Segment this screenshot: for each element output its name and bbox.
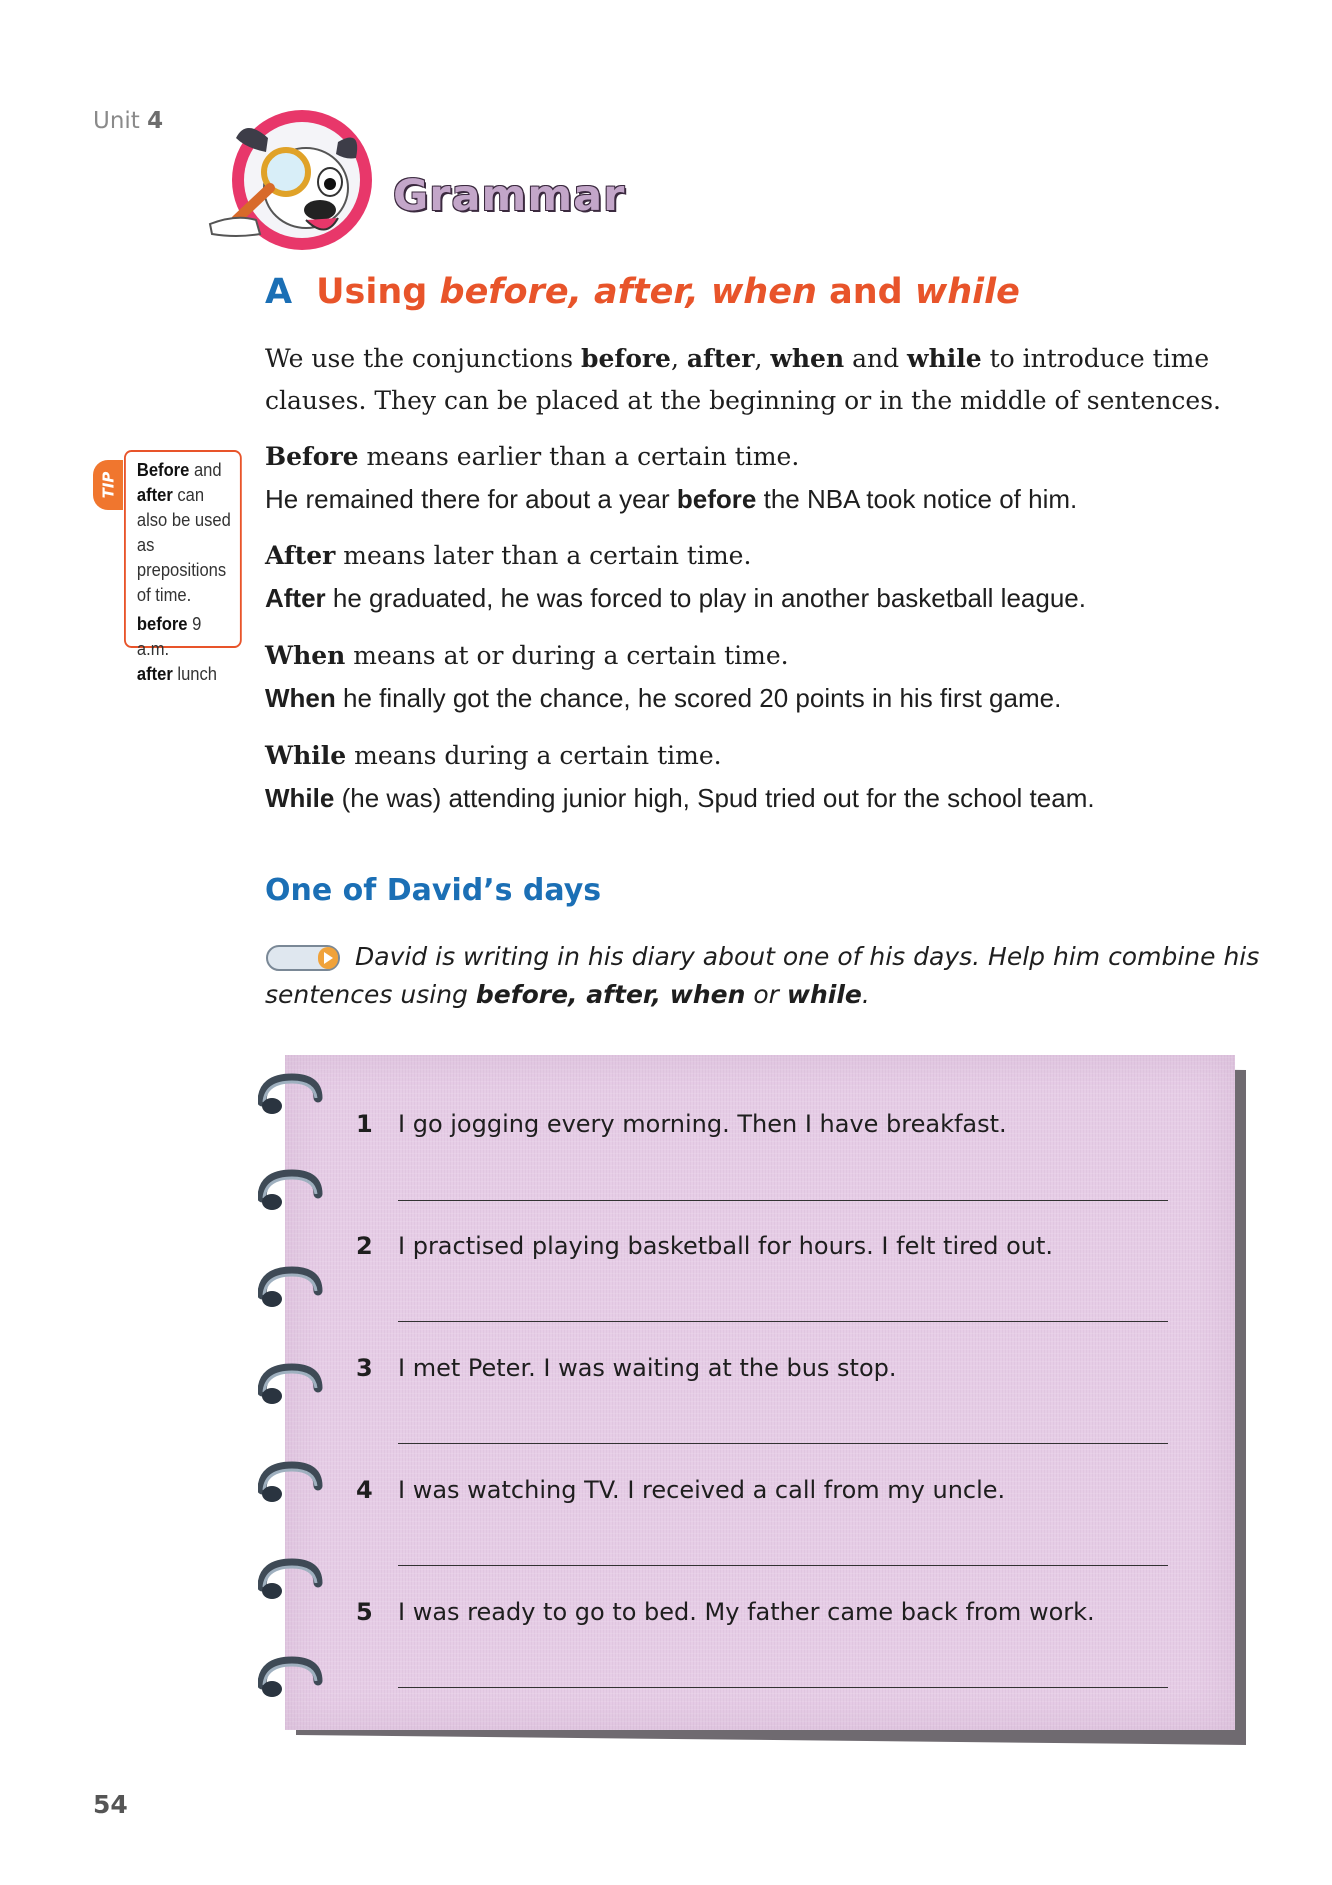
instruction-text: David is writing in his diary about one of his days. Help him combine his sentences using [265, 942, 1260, 1009]
definition-term: Before [265, 442, 359, 471]
tip-example-1 [137, 612, 235, 662]
intro-paragraph [265, 338, 1245, 422]
instruction-or: or [753, 980, 779, 1009]
exercise-text: I was ready to go to bed. My father came back from work. [398, 1598, 1095, 1626]
heading-term-2: while [914, 272, 1020, 312]
example-bold: before [676, 484, 757, 514]
exercise-number: 3 [356, 1354, 373, 1382]
tip-example-rest: lunch [177, 664, 217, 684]
intro-sep: , [754, 344, 763, 373]
intro-text: We use the conjunctions [265, 344, 574, 373]
instruction-while: while [786, 980, 862, 1009]
exercise-number: 2 [356, 1232, 373, 1260]
example-post: he finally got the chance, he scored 20 points in his first game. [343, 683, 1062, 713]
unit-number: 4 [147, 108, 164, 134]
example-post: he graduated, he was forced to play in another basketball league. [332, 583, 1086, 613]
intro-and: and [852, 344, 900, 373]
intro-when: when [770, 344, 845, 373]
unit-prefix: Unit [93, 108, 140, 134]
tip-text [137, 458, 235, 608]
definition-when [265, 635, 1245, 677]
ring-binder-icon [258, 1460, 326, 1508]
example-after [265, 580, 1265, 616]
tip-tag [93, 460, 123, 510]
exercise-text: I was watching TV. I received a call from my uncle. [398, 1476, 1006, 1504]
tip-before: Before [136, 460, 190, 480]
definition-while [265, 735, 1245, 777]
unit-label [93, 108, 163, 134]
activity-instruction [265, 938, 1265, 1014]
example-when [265, 680, 1265, 716]
example-bold: When [265, 683, 336, 713]
answer-line[interactable] [398, 1687, 1168, 1688]
exercise-number: 5 [356, 1598, 373, 1626]
intro-after: after [686, 344, 755, 373]
example-bold: After [265, 583, 326, 613]
ring-binder-icon [258, 1655, 326, 1703]
exercise-item [356, 1232, 1053, 1260]
definition-meaning: means during a certain time. [354, 741, 722, 770]
intro-before: before [581, 344, 671, 373]
example-before [265, 481, 1265, 517]
definition-meaning: means earlier than a certain time. [366, 442, 800, 471]
intro-text-2: to introduce time clauses. They can be placed at the beginning or in the middle of sentences. [265, 344, 1221, 415]
exercise-item [356, 1598, 1095, 1626]
example-bold: While [265, 783, 335, 813]
exercise-item [356, 1476, 1005, 1504]
section-letter: A [265, 272, 293, 312]
diary-notebook [285, 1055, 1235, 1730]
tip-example-bold: after [136, 664, 173, 684]
tip-example-bold: before [136, 614, 188, 634]
answer-line[interactable] [398, 1443, 1168, 1444]
section-heading [265, 272, 1020, 312]
intro-sep: , [670, 344, 679, 373]
ring-binder-icon [258, 1168, 326, 1216]
ring-binder-icon [258, 1265, 326, 1313]
answer-line[interactable] [398, 1565, 1168, 1566]
exercise-number: 4 [356, 1476, 373, 1504]
definition-meaning: means later than a certain time. [343, 541, 752, 570]
definition-term: While [265, 741, 347, 770]
exercise-text: I practised playing basketball for hours. I felt tired out. [398, 1232, 1054, 1260]
tip-after: after [136, 485, 173, 505]
definition-term: After [265, 541, 336, 570]
tip-rest: can also be used as prepositions of time. [136, 485, 231, 605]
exercise-number: 1 [356, 1110, 373, 1138]
exercise-text: I go jogging every morning. Then I have breakfast. [398, 1110, 1007, 1138]
ring-binder-icon [258, 1072, 326, 1120]
example-post: the NBA took notice of him. [763, 484, 1078, 514]
tip-box [124, 450, 242, 684]
definition-term: When [265, 641, 346, 670]
grammar-title: Grammar [393, 171, 626, 221]
answer-line[interactable] [398, 1321, 1168, 1322]
instruction-terms: before, after, when [475, 980, 746, 1009]
example-post: (he was) attending junior high, Spud tried out for the school team. [341, 783, 1095, 813]
definition-before [265, 436, 1245, 478]
exercise-item [356, 1354, 897, 1382]
tip-tag-label: TIP [99, 471, 117, 499]
example-while [265, 780, 1265, 816]
page-number: 54 [93, 1790, 128, 1819]
tip-example-2 [137, 662, 235, 687]
ring-binder-icon [258, 1557, 326, 1605]
exercise-item [356, 1110, 1007, 1138]
activity-title: One of David’s days [265, 873, 602, 908]
definition-meaning: means at or during a certain time. [353, 641, 789, 670]
heading-term-1: before, after, when [439, 272, 817, 312]
intro-while: while [907, 344, 982, 373]
magnifier-dog-icon [206, 108, 390, 260]
tip-and: and [193, 460, 222, 480]
answer-line[interactable] [398, 1200, 1168, 1201]
tip-example-rest: 9 a.m. [136, 614, 202, 659]
example-pre: He remained there for about a year [265, 484, 670, 514]
heading-prefix: Using [316, 272, 428, 312]
definition-after [265, 535, 1245, 577]
exercise-text: I met Peter. I was waiting at the bus stop. [398, 1354, 897, 1382]
ring-binder-icon [258, 1362, 326, 1410]
instruction-end: . [861, 980, 870, 1009]
heading-joiner: and [829, 272, 903, 312]
